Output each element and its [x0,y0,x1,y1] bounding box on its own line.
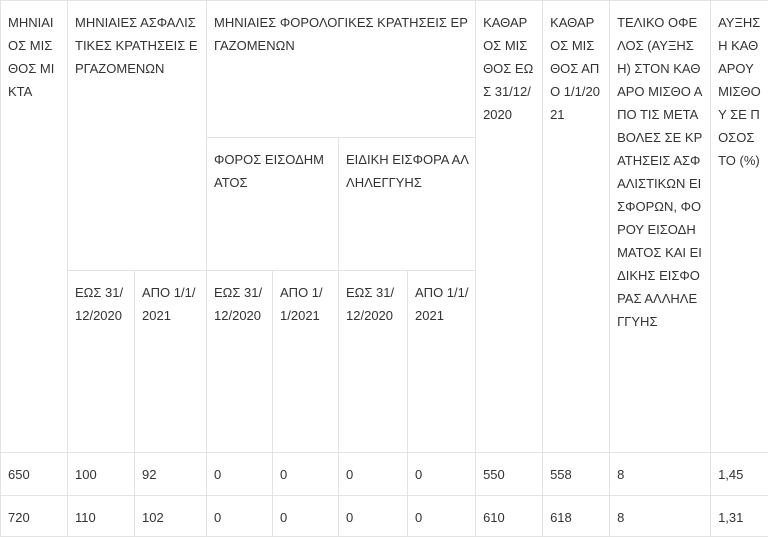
header-increase-pct: ΑΥΞΗΣΗ ΚΑΘΑΡΟΥ ΜΙΣΘΟΥ ΣΕ ΠΟΣΟΣΤΟ (%) [711,1,768,453]
header-insurance-until: ΕΩΣ 31/12/2020 [68,271,135,453]
cell-gross: 720 [1,496,68,537]
cell-gross: 650 [1,453,68,496]
header-final-benefit: ΤΕΛΙΚΟ ΟΦΕΛΟΣ (ΑΥΞΗΣΗ) ΣΤΟΝ ΚΑΘΑΡΟ ΜΙΣΘΟ ΑΠΟ ΤΙΣ ΜΕΤΑΒΟΛΕΣ ΣΕ ΚΡΑΤΗΣΕΙΣ ΑΣΦΑΛΙΣΤΙΚΩΝ ΕΙΣΦΟΡΩΝ, ΦΟΡΟΥ ΕΙΣΟΔΗΜΑΤΟΣ ΚΑΙ ΕΙΔΙΚΗΣ ΕΙΣΦΟΡΑΣ ΑΛΛΗΛΕΓΓΥΗΣ [610,1,711,453]
header-solidarity-until: ΕΩΣ 31/12/2020 [339,271,408,453]
header-net-until: ΚΑΘΑΡΟΣ ΜΙΣΘΟΣ ΕΩΣ 31/12/2020 [476,1,543,453]
cell-tax-from: 0 [273,453,339,496]
cell-net-until: 610 [476,496,543,537]
cell-net-from: 558 [543,453,610,496]
header-solidarity-from: ΑΠΟ 1/1/2021 [408,271,476,453]
table-row [1,496,768,537]
cell-ins-from: 92 [135,453,207,496]
header-tax-deductions: ΜΗΝΙΑΙΕΣ ΦΟΡΟΛΟΓΙΚΕΣ ΚΡΑΤΗΣΕΙΣ ΕΡΓΑΖΟΜΕΝΩΝ [207,1,476,138]
cell-ins-from: 102 [135,496,207,537]
table-row [1,453,768,496]
cell-sol-until: 0 [339,496,408,537]
header-insurance: ΜΗΝΙΑΙΕΣ ΑΣΦΑΛΙΣΤΙΚΕΣ ΚΡΑΤΗΣΕΙΣ ΕΡΓΑΖΟΜΕΝΩΝ [68,1,207,271]
header-income-tax: ΦΟΡΟΣ ΕΙΣΟΔΗΜΑΤΟΣ [207,138,339,271]
cell-sol-from: 0 [408,496,476,537]
cell-net-from: 618 [543,496,610,537]
header-tax-from: ΑΠΟ 1/1/2021 [273,271,339,453]
cell-tax-until: 0 [207,453,273,496]
cell-pct: 1,31 [711,496,768,537]
cell-benefit: 8 [610,496,711,537]
header-insurance-from: ΑΠΟ 1/1/2021 [135,271,207,453]
cell-tax-from: 0 [273,496,339,537]
header-row-1 [1,1,768,138]
cell-net-until: 550 [476,453,543,496]
header-tax-until: ΕΩΣ 31/12/2020 [207,271,273,453]
cell-benefit: 8 [610,453,711,496]
header-solidarity: ΕΙΔΙΚΗ ΕΙΣΦΟΡΑ ΑΛΛΗΛΕΓΓΥΗΣ [339,138,476,271]
cell-sol-from: 0 [408,453,476,496]
cell-sol-until: 0 [339,453,408,496]
cell-ins-until: 100 [68,453,135,496]
header-net-from: ΚΑΘΑΡΟΣ ΜΙΣΘΟΣ ΑΠΟ 1/1/2021 [543,1,610,453]
cell-tax-until: 0 [207,496,273,537]
header-gross-salary: ΜΗΝΙΑΙΟΣ ΜΙΣΘΟΣ ΜΙΚΤΑ [1,1,68,453]
cell-pct: 1,45 [711,453,768,496]
cell-ins-until: 110 [68,496,135,537]
